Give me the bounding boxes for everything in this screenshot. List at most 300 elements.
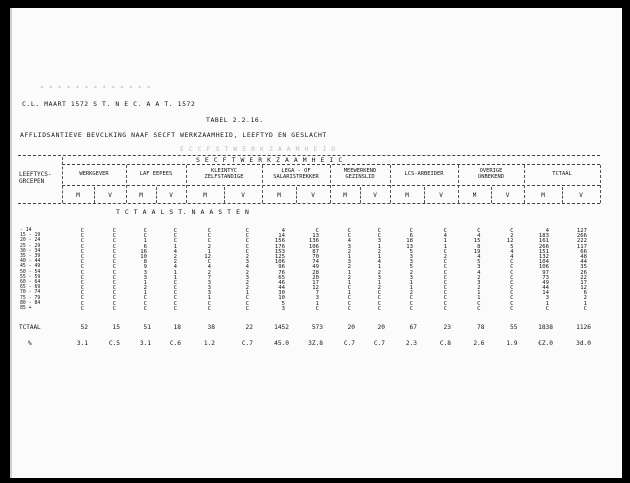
column-header-line: ZELFSTANDIGE <box>204 174 244 180</box>
table-cell: 5 <box>281 300 285 307</box>
table-cell: C <box>443 259 447 266</box>
table-cell: C <box>112 243 116 250</box>
sex-label-v: V <box>579 192 583 199</box>
data-column-m <box>193 228 211 311</box>
rule-header-bottom <box>62 185 600 186</box>
table-cell: C <box>112 285 116 292</box>
table-cell: C <box>347 305 351 312</box>
age-group-label: 50 - 54 <box>20 269 41 275</box>
table-cell: 26 <box>580 269 587 276</box>
table-cell: 1 <box>143 290 147 297</box>
column-separator <box>330 165 331 203</box>
table-cell: C <box>510 274 514 281</box>
sex-label-m: M <box>343 192 347 199</box>
table-cell: 153 <box>274 248 285 255</box>
table-cell: C <box>377 233 381 240</box>
table-cell: 76 <box>278 269 285 276</box>
table-cell: C <box>80 279 84 286</box>
scan-edge <box>0 0 9 483</box>
table-cell: C <box>112 269 116 276</box>
column-header <box>262 168 330 180</box>
table-cell: 183 <box>538 233 549 240</box>
column-separator <box>524 165 525 203</box>
table-cell: 1 <box>377 279 381 286</box>
table-cell: 12 <box>580 285 587 292</box>
table-cell: 12 <box>204 253 211 260</box>
table-cell: 44 <box>580 259 587 266</box>
table-cell: C <box>443 295 447 302</box>
table-cell: 2 <box>377 248 381 255</box>
total-v: 55 <box>510 324 518 331</box>
table-cell: C <box>207 259 211 266</box>
table-cell: 1 <box>173 243 177 250</box>
table-cell: 222 <box>576 238 587 245</box>
age-group-label: 60 - 64 <box>20 280 41 285</box>
sex-label-v: V <box>311 192 315 199</box>
faint-sector-line: E C C F S T W E R K Z A A M H E I D <box>180 145 336 153</box>
sex-label-m: M <box>203 192 207 199</box>
column-header <box>330 168 390 180</box>
total-v: 22 <box>245 324 253 331</box>
table-cell: 1 <box>207 248 211 255</box>
table-cell: 4 <box>281 228 285 234</box>
table-cell: 70 <box>312 253 319 260</box>
table-cell: 3 <box>545 295 549 302</box>
table-cell: C <box>377 305 381 312</box>
table-cell: 266 <box>538 243 549 250</box>
table-cell: C <box>510 228 514 234</box>
table-cell: C <box>347 300 351 307</box>
table-cell: 4 <box>443 233 447 240</box>
table-cell: 1 <box>377 264 381 271</box>
table-cell: 12 <box>312 285 319 292</box>
table-cell: C <box>80 228 84 234</box>
table-cell: 161 <box>538 238 549 245</box>
percent-v: C.7 <box>373 340 385 347</box>
column-header-line: ONBEKEND <box>478 174 504 180</box>
table-cell: 3 <box>245 274 249 281</box>
table-cell: 156 <box>274 238 285 245</box>
table-cell: 1 <box>245 290 249 297</box>
data-column-v <box>98 228 116 311</box>
column-header-line: LCS-ARBEIDER <box>404 171 444 177</box>
total-m: 67 <box>409 324 417 331</box>
total-m: 20 <box>347 324 355 331</box>
table-cell: C <box>443 274 447 281</box>
table-cell: 4 <box>477 253 481 260</box>
table-cell: C <box>245 238 249 245</box>
table-cell: C <box>245 300 249 307</box>
page-binding-shadow <box>10 8 12 478</box>
sex-label-m: M <box>472 192 477 199</box>
table-cell: 10 <box>140 253 147 260</box>
table-cell: 3 <box>477 264 481 271</box>
table-cell: 18 <box>406 238 413 245</box>
total-v: 23 <box>443 324 451 331</box>
data-column-v <box>569 228 587 311</box>
table-cell: C <box>173 295 177 302</box>
sex-label-m: M <box>139 192 143 199</box>
table-cell: 2 <box>207 269 211 276</box>
table-cell: 1 <box>207 295 211 302</box>
table-cell: 106 <box>308 243 319 250</box>
table-cell: C <box>207 228 211 234</box>
table-cell: 2 <box>143 285 147 292</box>
rule-sector <box>62 164 600 165</box>
percent-v: C.6 <box>169 340 181 347</box>
table-cell: 49 <box>542 279 549 286</box>
sex-separator <box>296 187 297 203</box>
table-cell: C <box>173 238 177 245</box>
table-cell: 1 <box>409 279 413 286</box>
table-cell: 1 <box>173 274 177 281</box>
table-cell: C <box>510 300 514 307</box>
column-header <box>186 168 262 180</box>
table-cell: 35 <box>580 264 587 271</box>
table-cell: C <box>409 305 413 312</box>
table-cell: C <box>112 238 116 245</box>
table-cell: 2 <box>347 248 351 255</box>
table-cell: 3 <box>409 274 413 281</box>
data-column-m <box>267 228 285 311</box>
table-cell: 15 <box>473 238 481 245</box>
table-cell: C <box>443 305 447 312</box>
table-cell: 1 <box>545 300 549 307</box>
age-group-label: 70 - 74 <box>20 290 41 296</box>
table-cell: 1 <box>315 300 319 307</box>
table-cell: 2 <box>245 279 249 286</box>
table-cell: C <box>510 269 514 276</box>
table-cell: 176 <box>274 243 285 250</box>
table-cell: 127 <box>576 228 587 234</box>
table-cell: 2 <box>409 290 413 297</box>
rule-subheader-bottom <box>18 203 600 204</box>
table-cell: 132 <box>538 253 549 260</box>
table-cell: 7 <box>207 274 211 281</box>
age-group-label: 30 - 34 <box>20 248 41 254</box>
sex-label-v: V <box>373 192 377 199</box>
table-cell: 3 <box>143 274 147 281</box>
sex-separator <box>562 187 563 203</box>
table-cell: C <box>510 290 514 297</box>
column-header-line: GEZINSLID <box>345 174 375 180</box>
table-cell: 4 <box>510 253 514 260</box>
table-cell: 106 <box>538 264 549 271</box>
table-title: AFFLIDSANTIEVE BEVCLKING NAAF SECFT WERKZAAMHEID, LEEFTYD EN GESLACHT <box>20 131 327 139</box>
section-label: T C T A A L S T. N A A S T E N <box>116 208 250 216</box>
table-cell: 46 <box>278 279 285 286</box>
percent-m: 1.2 <box>203 340 215 347</box>
table-cell: 4 <box>173 248 177 255</box>
table-cell: 13 <box>312 233 319 240</box>
total-label: TCTAAL <box>19 324 41 331</box>
percent-m: C.7 <box>343 340 355 347</box>
table-cell: 2 <box>477 285 481 292</box>
table-cell: C <box>347 285 351 292</box>
table-cell: 4 <box>377 259 381 266</box>
table-cell: C <box>207 238 211 245</box>
percent-m: 3.1 <box>139 340 151 347</box>
column-header-line: OVERIGE <box>479 168 503 174</box>
table-cell: 125 <box>274 253 285 260</box>
column-separator <box>126 165 127 203</box>
table-cell: 117 <box>576 243 587 250</box>
table-cell: C <box>173 305 177 312</box>
column-header-line: WERKGEVER <box>79 171 109 177</box>
age-group-label: 80 - 84 <box>20 300 41 306</box>
column-header-line: LAF EEPEES <box>139 171 173 177</box>
age-group-label: 20 - 24 <box>20 238 41 244</box>
table-cell: 266 <box>576 233 587 240</box>
table-cell: 104 <box>538 259 549 266</box>
age-group-label: 15 - 19 <box>20 233 41 239</box>
column-separator <box>458 165 459 203</box>
table-cell: 16 <box>140 248 147 255</box>
table-cell: C <box>80 290 84 297</box>
data-column-v <box>363 228 381 311</box>
sex-label-v: V <box>169 192 173 199</box>
table-cell: 14 <box>542 290 549 297</box>
table-cell: 1 <box>347 290 351 297</box>
table-cell: 65 <box>278 274 285 281</box>
table-cell: C <box>377 228 381 234</box>
table-cell: C <box>347 228 351 234</box>
table-cell: 1 <box>583 300 587 307</box>
table-cell: C <box>112 228 116 234</box>
table-cell: C <box>80 248 84 255</box>
percent-m: 2.6 <box>473 340 485 347</box>
table-cell: 1 <box>347 269 351 276</box>
data-column-m <box>395 228 413 311</box>
total-v: 15 <box>112 324 120 331</box>
column-header <box>390 171 458 177</box>
sex-separator <box>156 187 157 203</box>
table-cell: 1 <box>173 269 177 276</box>
row-header-line1: LEEFTYCS- <box>19 171 52 178</box>
table-cell: 3 <box>281 305 285 312</box>
data-column-v <box>301 228 319 311</box>
sex-label-m: M <box>76 192 80 199</box>
table-cell: 4 <box>347 238 351 245</box>
table-cell: 6 <box>409 233 413 240</box>
age-group-label: 45 - 49 <box>20 264 41 270</box>
table-cell: C <box>583 305 587 312</box>
total-v: 573 <box>311 324 323 331</box>
table-cell: 1 <box>377 253 381 260</box>
table-cell: 2 <box>207 243 211 250</box>
table-cell: C <box>545 305 549 312</box>
table-cell: 2 <box>245 285 249 292</box>
sector-header: S E C F T W E R K Z A A M H E I C <box>196 156 343 164</box>
table-cell: C <box>443 228 447 234</box>
table-cell: 2 <box>510 233 514 240</box>
table-cell: C <box>207 300 211 307</box>
table-cell: 20 <box>312 274 319 281</box>
table-cell: C <box>245 233 249 240</box>
table-cell: C <box>143 300 147 307</box>
table-cell: C <box>112 248 116 255</box>
table-cell: C <box>80 238 84 245</box>
table-cell: 3 <box>207 279 211 286</box>
table-cell: C <box>80 253 84 260</box>
data-column-m <box>66 228 84 311</box>
table-cell: 4 <box>173 264 177 271</box>
table-cell: C <box>143 228 147 234</box>
table-cell: C <box>245 243 249 250</box>
table-cell: 2 <box>173 253 177 260</box>
table-cell: C <box>112 253 116 260</box>
age-group-label: 75 - 79 <box>20 295 41 301</box>
column-header-line: LEGA - OF <box>281 168 311 174</box>
table-cell: C <box>173 290 177 297</box>
table-cell: 8 <box>477 243 481 250</box>
total-m: 38 <box>207 324 215 331</box>
age-group-label: 35 - 39 <box>20 254 41 259</box>
table-cell: 3 <box>409 253 413 260</box>
faint-header: * * * * * * * * * * * * * <box>40 84 152 92</box>
table-cell: C <box>477 300 481 307</box>
table-cell: C <box>80 264 84 271</box>
sex-label-v: V <box>108 192 112 199</box>
data-column-m <box>333 228 351 311</box>
column-header-line: TCTAAL <box>552 171 572 177</box>
table-cell: 1 <box>443 243 447 250</box>
census-line: C.L. MAART 1572 S T. N E C. A A T. 1572 <box>22 100 196 108</box>
table-cell: 3 <box>143 269 147 276</box>
table-cell: 12 <box>506 238 514 245</box>
column-header <box>524 171 600 177</box>
table-cell: C <box>510 295 514 302</box>
column-header-line: MEEWERKEND <box>343 168 377 174</box>
sex-label-m: M <box>541 192 545 199</box>
table-cell: C <box>245 228 249 234</box>
data-column-m <box>129 228 147 311</box>
age-group-label: 85 + <box>20 306 32 311</box>
table-cell: C <box>377 300 381 307</box>
percent-m: 2.3 <box>405 340 417 347</box>
data-column-m <box>463 228 481 311</box>
table-cell: 28 <box>312 269 319 276</box>
total-m: 78 <box>477 324 485 331</box>
table-cell: C <box>245 295 249 302</box>
table-cell: 4 <box>477 269 481 276</box>
sex-label-v: V <box>241 192 245 199</box>
table-cell: 30 <box>278 290 285 297</box>
table-cell: 2 <box>245 253 249 260</box>
percent-v: 3Z.8 <box>308 340 323 347</box>
percent-v: 3d.0 <box>576 340 591 347</box>
percent-m: 3.1 <box>76 340 88 347</box>
table-cell: C <box>173 233 177 240</box>
table-cell: 66 <box>580 248 587 255</box>
table-cell: 5 <box>510 243 514 250</box>
total-v: 1126 <box>576 324 591 331</box>
table-cell: 5 <box>477 259 481 266</box>
column-header <box>126 171 186 177</box>
table-cell: C <box>80 259 84 266</box>
table-cell: C <box>443 279 447 286</box>
table-cell: C <box>510 285 514 292</box>
table-cell: 6 <box>143 243 147 250</box>
sex-separator <box>491 187 492 203</box>
table-cell: C <box>112 264 116 271</box>
table-cell: 4 <box>477 233 481 240</box>
table-cell: 74 <box>312 259 319 266</box>
table-cell: 13 <box>406 243 413 250</box>
total-v: 20 <box>377 324 385 331</box>
table-cell: C <box>80 233 84 240</box>
table-cell: 2 <box>477 274 481 281</box>
table-cell: 2 <box>377 269 381 276</box>
table-cell: 3 <box>347 259 351 266</box>
percent-m: €Z.0 <box>538 340 553 347</box>
sex-label-v: V <box>505 192 510 199</box>
percent-v: C.5 <box>108 340 120 347</box>
percent-v: C.7 <box>241 340 253 347</box>
table-cell: C <box>377 290 381 297</box>
table-cell: C <box>245 305 249 312</box>
table-cell: C <box>207 233 211 240</box>
table-cell: C <box>443 290 447 297</box>
table-cell: C <box>477 305 481 312</box>
table-cell: 136 <box>308 238 319 245</box>
sex-separator <box>424 187 425 203</box>
table-cell: 106 <box>274 259 285 266</box>
table-cell: 4 <box>545 228 549 234</box>
table-cell: C <box>409 228 413 234</box>
table-cell: 3 <box>377 274 381 281</box>
sex-label-m: M <box>277 192 281 199</box>
table-cell: C <box>80 274 84 281</box>
table-cell: C <box>80 305 84 312</box>
sex-separator <box>94 187 95 203</box>
table-cell: 3 <box>315 295 319 302</box>
table-cell: C <box>510 264 514 271</box>
table-cell: 4 <box>207 264 211 271</box>
table-cell: C <box>80 285 84 292</box>
table-cell: C <box>315 228 319 234</box>
table-cell: C <box>443 300 447 307</box>
table-cell: 2 <box>409 269 413 276</box>
table-cell: C <box>207 305 211 312</box>
table-cell: 6 <box>583 290 587 297</box>
sex-separator <box>360 187 361 203</box>
table-cell: C <box>173 300 177 307</box>
sex-label-m: M <box>405 192 409 199</box>
table-cell: C <box>377 295 381 302</box>
table-cell: C <box>112 300 116 307</box>
percent-v: C.8 <box>439 340 451 347</box>
table-cell: 1 <box>477 295 481 302</box>
age-group-label: 55 - 59 <box>20 274 41 280</box>
total-m: 1452 <box>274 324 289 331</box>
table-cell: 1 <box>409 285 413 292</box>
table-cell: 2 <box>443 253 447 260</box>
table-cell: C <box>112 259 116 266</box>
table-cell: 3 <box>207 290 211 297</box>
table-number: TABEL 2.2.16. <box>206 116 264 124</box>
table-cell: C <box>143 233 147 240</box>
table-cell: 2 <box>377 285 381 292</box>
column-header <box>458 168 524 180</box>
table-cell: 1 <box>443 238 447 245</box>
table-cell: C <box>112 233 116 240</box>
table-cell: C <box>80 243 84 250</box>
column-separator <box>600 165 601 203</box>
table-cell: C <box>510 259 514 266</box>
table-cell: 1 <box>143 279 147 286</box>
table-cell: 7 <box>315 290 319 297</box>
